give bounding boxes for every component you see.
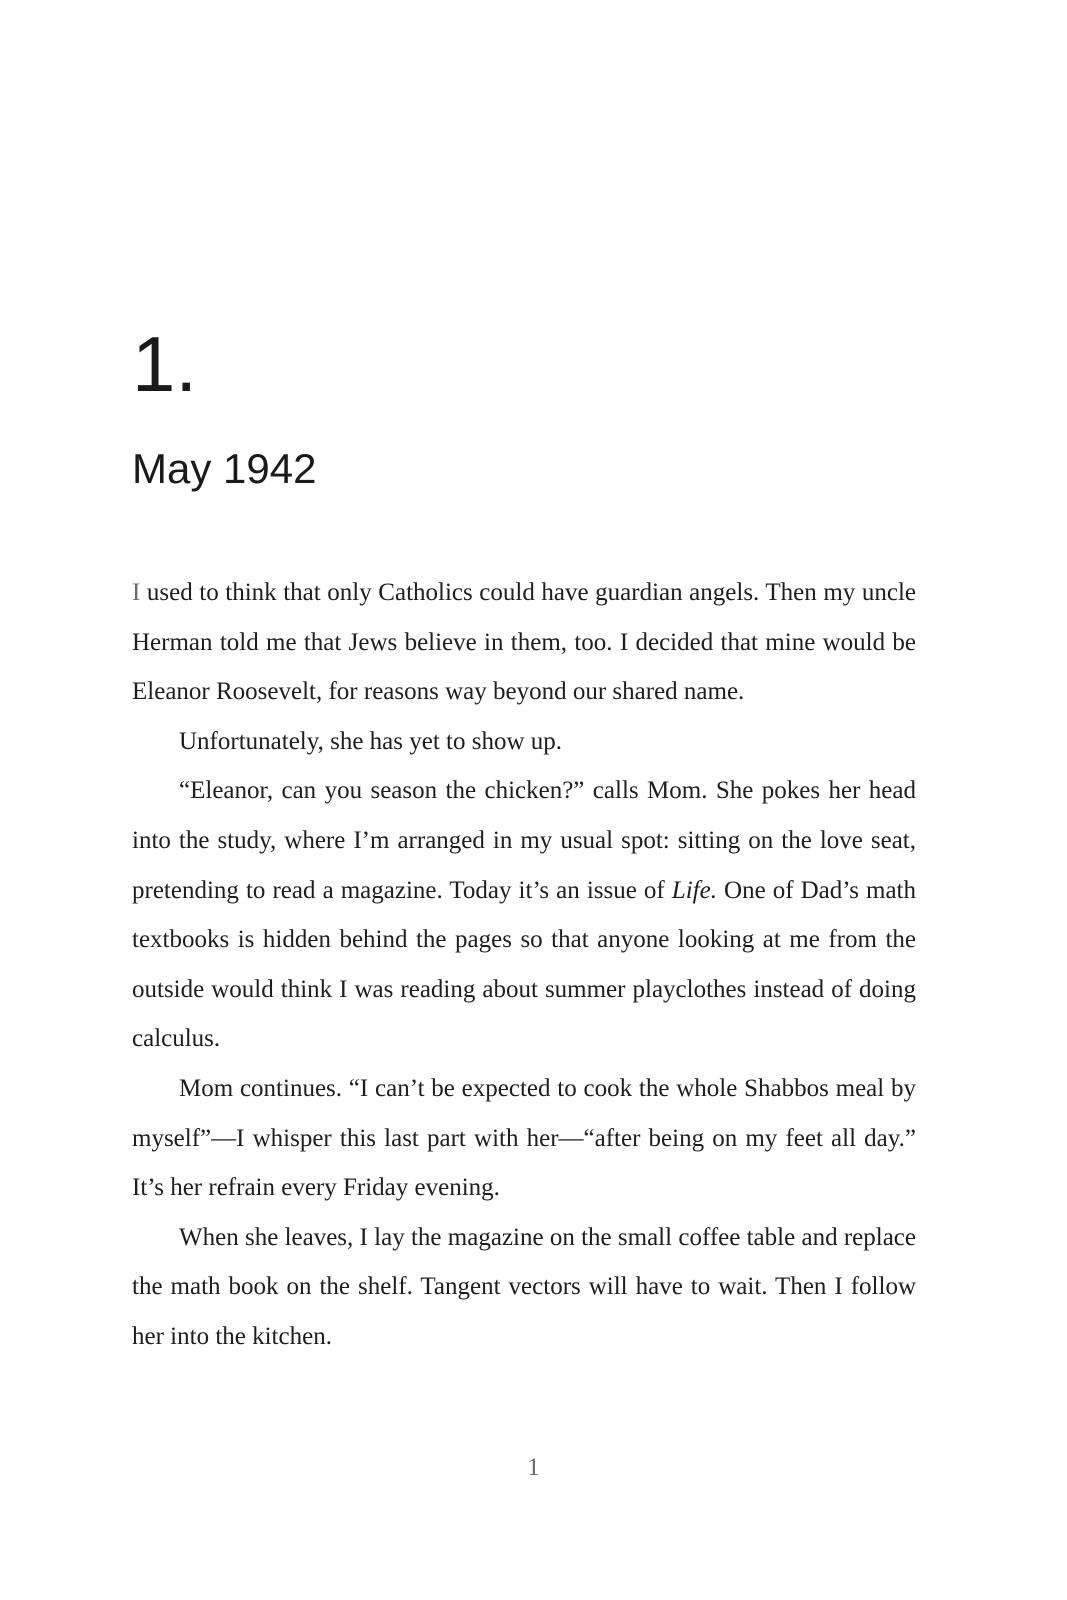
chapter-body bbox=[132, 568, 916, 1362]
chapter-number: 1. bbox=[132, 320, 198, 408]
paragraph-1 bbox=[132, 568, 916, 717]
paragraph-5: When she leaves, I lay the magazine on the small coffee table and replace the math book on the shelf. Tangent vectors will have to wait. Then I follow her into the kitchen. bbox=[132, 1223, 916, 1350]
paragraph-3 bbox=[132, 766, 916, 1064]
initial-letter: I bbox=[132, 579, 141, 606]
page-number: 1 bbox=[527, 1454, 540, 1481]
paragraph-2: Unfortunately, she has yet to show up. bbox=[179, 727, 563, 755]
paragraph-3-text-after: One of Dad’s math textbooks is hidden behind the pages so that anyone looking at me from the outside would think I was reading about summer playclothes instead of doing calculus. bbox=[132, 876, 916, 1053]
magazine-title: Life. bbox=[671, 876, 717, 904]
paragraph-1-text: used to think that only Catholics could have guardian angels. Then my uncle Herman told me that Jews believe in them, too. I decided that mine would be Eleanor Roosevelt, for reasons way beyond our shared name. bbox=[132, 579, 916, 706]
paragraph-4: Mom continues. “I can’t be expected to cook the whole Shabbos meal by myself”—I whisper this last part with her—“after being on my feet all day.” It’s her refrain every Friday evening. bbox=[132, 1074, 916, 1202]
paragraph-3-text: “Eleanor, can you season the chicken?” calls Mom. She pokes her head into the study, where I’m arranged in my usual spot: sitting on the love seat, pretending to read a magazine. Today it’s an issue of bbox=[132, 777, 916, 904]
chapter-title: May 1942 bbox=[132, 445, 317, 492]
